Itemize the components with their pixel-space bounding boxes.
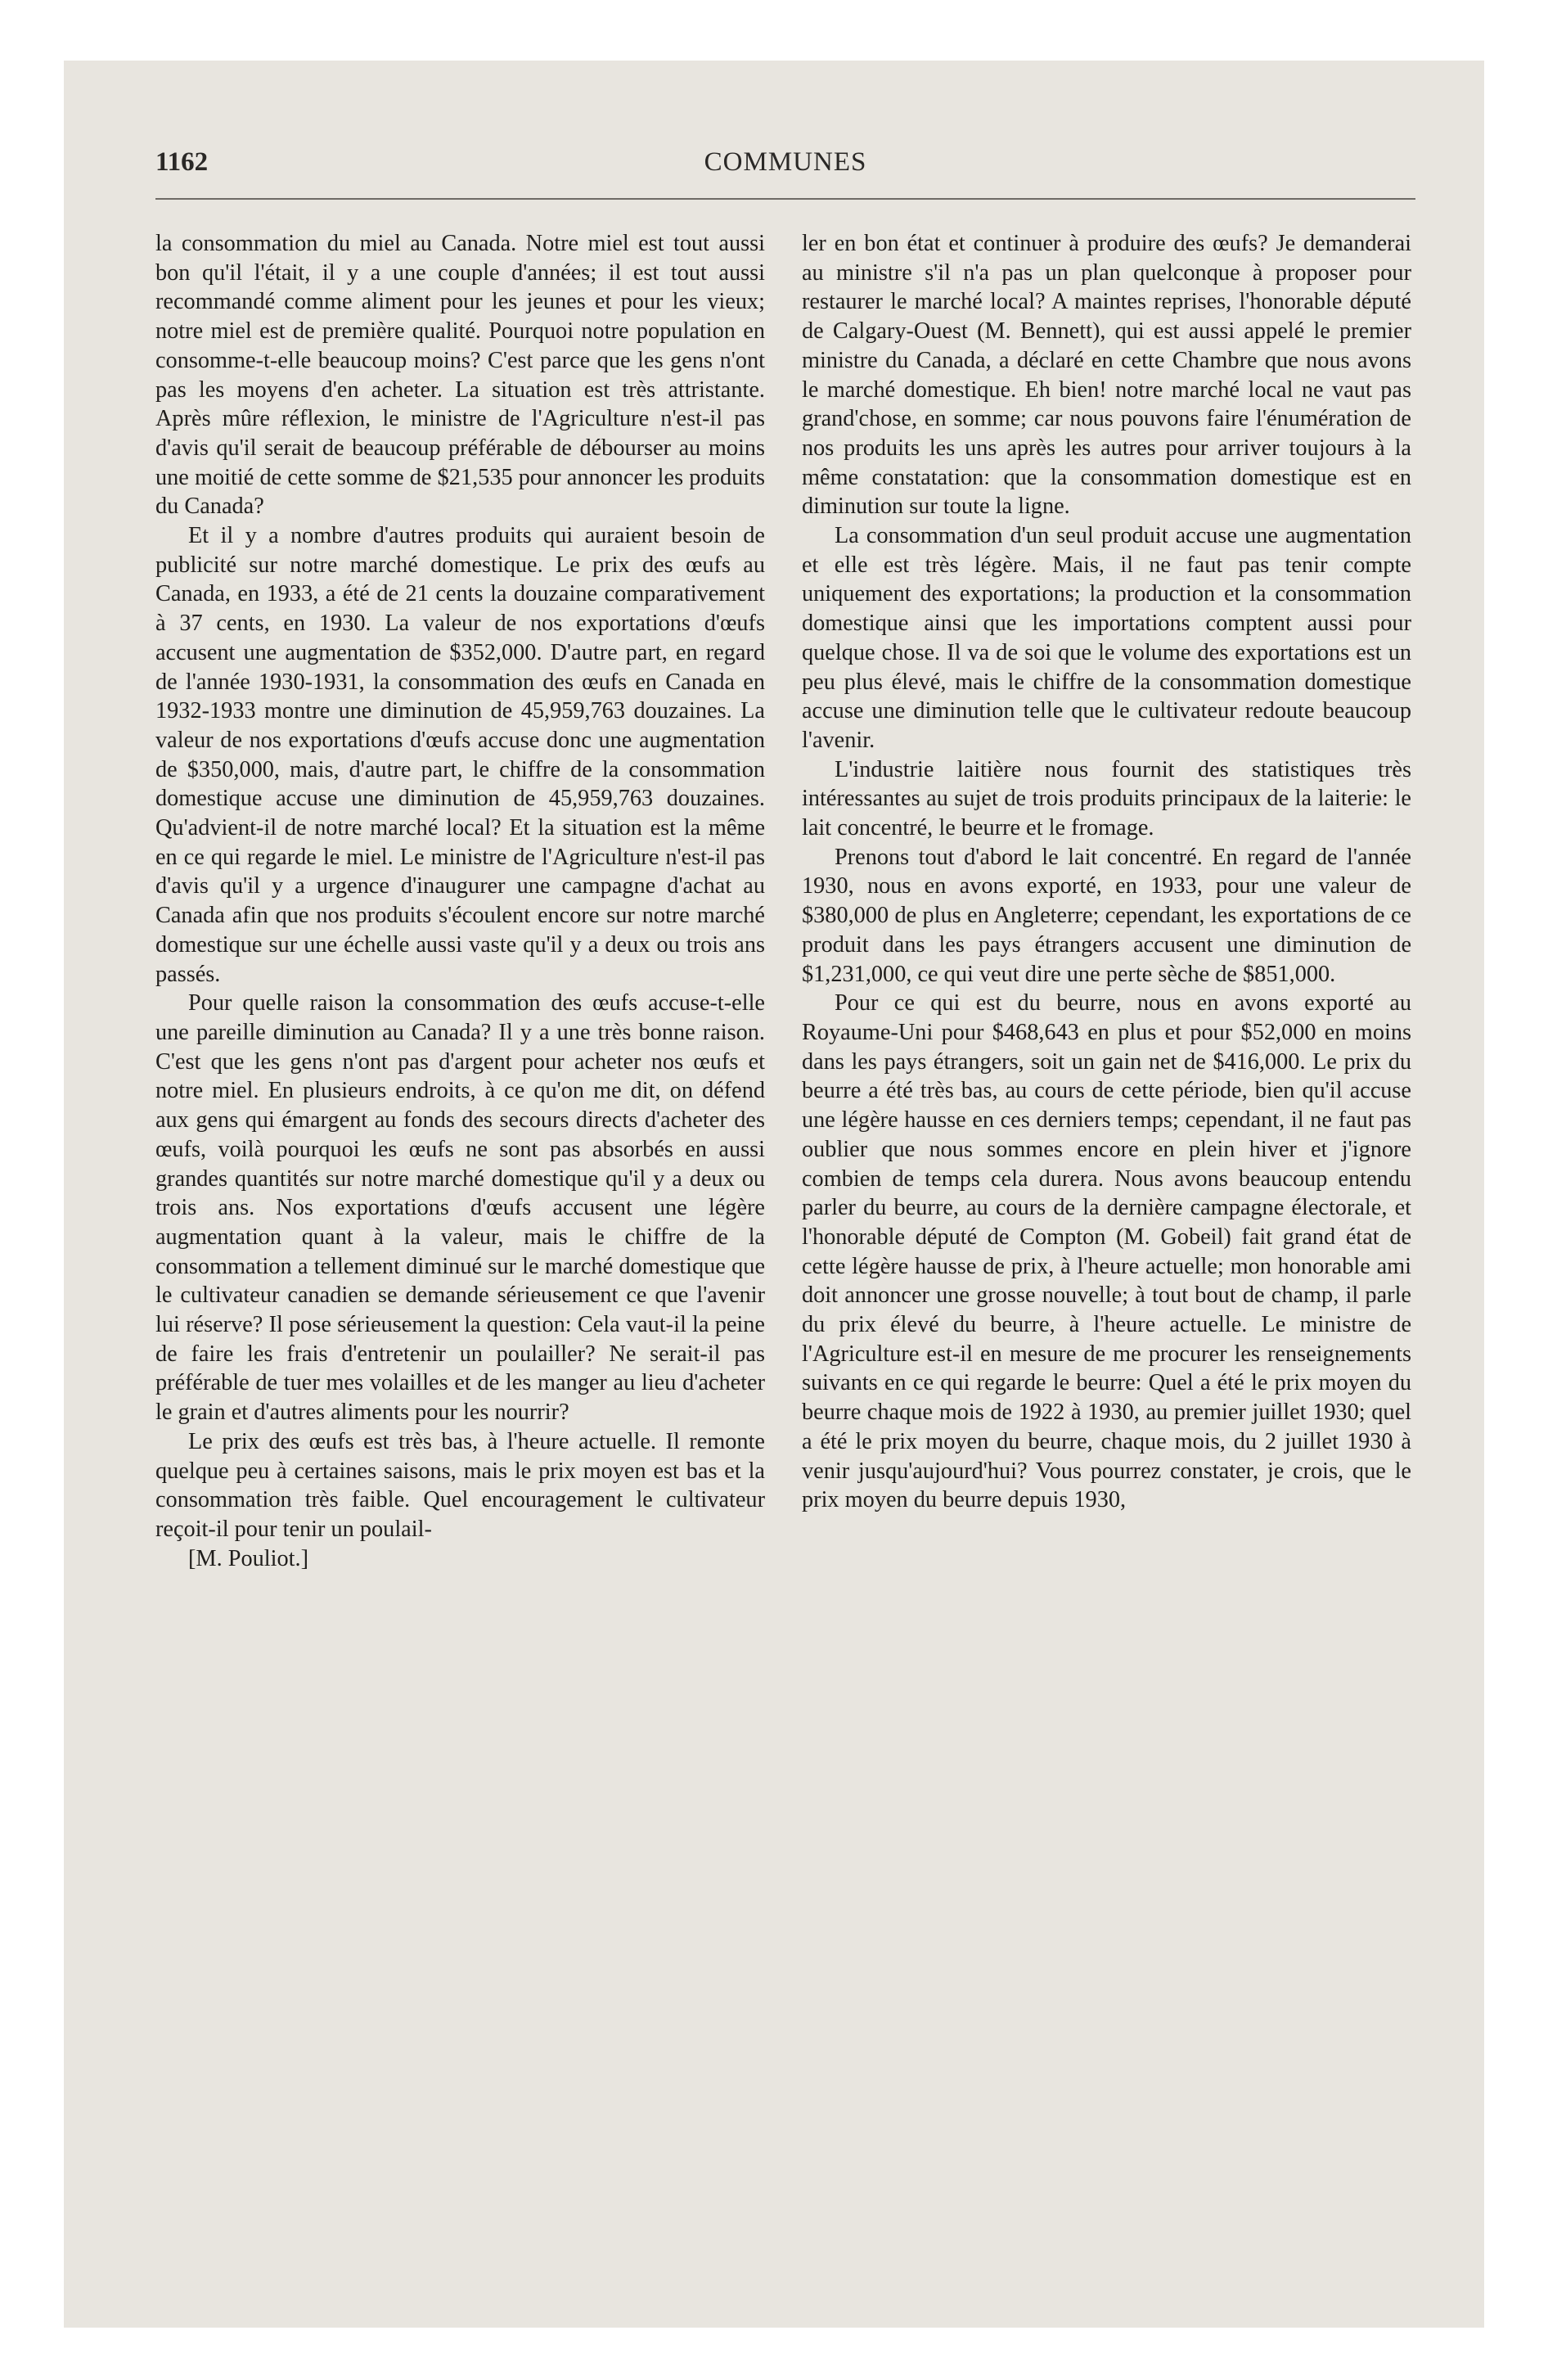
right-paragraph-5: Pour ce qui est du beurre, nous en avons exporté au Royaume-Uni pour $468,643 en plus et pour $52,000 en moins dans les pays étrangers, soit un gain net de $416,000. Le prix du beurre a été très bas, au cours de cette période, bien qu'il accuse une légère hausse en ces derniers temps; cependant, il ne faut pas oublier que nous sommes encore en plein hiver et j'ignore combien de temps cela durera. Nous avons beaucoup entendu parler du beurre, au cours de la dernière campagne électorale, et l'honorable député de Compton (M. Gobeil) fait grand état de cette légère hausse de prix, à l'heure actuelle; mon honorable ami doit annoncer une grosse nouvelle; à tout bout de champ, il parle du prix élevé du beurre, à l'heure actuelle. Le ministre de l'Agriculture est-il en mesure de me procurer les renseignements suivants en ce qui regarde le beurre: Quel a été le prix moyen du beurre chaque mois de 1922 à 1930, au premier juillet 1930; quel a été le prix moyen du beurre, chaque mois, du 2 juillet 1930 à venir jusqu'aujourd'hui? Vous pourrez constater, je crois, que le prix moyen du beurre depuis 1930, [802,990,1411,1513]
left-column [155,229,765,1573]
speaker-attribution: [M. Pouliot.] [188,1545,308,1571]
page-header [155,147,1415,188]
page-number: 1162 [155,147,209,177]
left-paragraph-2: Et il y a nombre d'autres produits qui auraient besoin de publicité sur notre marché domestique. Le prix des œufs au Canada, en 1933, a été de 21 cents la douzaine comparativement à 37 cents, en 1930. La valeur de nos exportations d'œufs accusent une augmentation de $352,000. D'autre part, en regard de l'année 1930-1931, la consommation des œufs en Canada en 1932-1933 montre une diminution de 45,959,763 douzaines. La valeur de nos exportations d'œufs accuse donc une augmentation de $350,000, mais, d'autre part, le chiffre de la consommation domestique accuse une diminution de 45,959,763 douzaines. Qu'advient-il de notre marché local? Et la situation est la même en ce qui regarde le miel. Le ministre de l'Agriculture n'est-il pas d'avis qu'il y a urgence d'inaugurer une campagne d'achat au Canada afin que nos produits s'écoulent encore sur notre marché domestique sur une échelle aussi vaste qu'il y a deux ou trois ans passés. [155,523,765,987]
left-paragraph-3: Pour quelle raison la consommation des œufs accuse-t-elle une pareille diminution au Canada? Il y a une très bonne raison. C'est que les gens n'ont pas d'argent pour acheter nos œufs et notre miel. En plusieurs endroits, à ce qu'on me dit, on défend aux gens qui émargent au fonds des secours directs d'acheter des œufs, voilà pourquoi les œufs ne sont pas absorbés en aussi grandes quantités sur notre marché domestique qu'il y a deux ou trois ans. Nos exportations d'œufs accusent une légère augmentation quant à la valeur, mais le chiffre de la consommation a tellement diminué sur le marché domestique que le cultivateur canadien se demande sérieusement ce que l'avenir lui réserve? Il pose sérieusement la question: Cela vaut-il la peine de faire les frais d'entretenir un poulailler? Ne serait-il pas préférable de tuer mes volailles et de les manger au lieu d'acheter le grain et d'autres aliments pour les nourrir? [155,990,765,1426]
right-paragraph-4: Prenons tout d'abord le lait concentré. En regard de l'année 1930, nous en avons exporté, en 1933, pour une valeur de $380,000 de plus en Angleterre; cependant, les exportations de ce produit dans les pays étrangers accusent une diminution de $1,231,000, ce qui veut dire une perte sèche de $851,000. [802,844,1411,987]
running-head: COMMUNES [704,147,867,177]
left-paragraph-1: la consommation du miel au Canada. Notre miel est tout aussi bon qu'il l'était, il y a une couple d'années; il est tout aussi recommandé comme aliment pour les jeunes et pour les vieux; notre miel est de première qualité. Pourquoi notre population en consomme-t-elle beaucoup moins? C'est parce que les gens n'ont pas les moyens d'en acheter. La situation est très attristante. Après mûre réflexion, le ministre de l'Agriculture n'est-il pas d'avis qu'il serait de beaucoup préférable de débourser au moins une moitié de cette somme de $21,535 pour annoncer les produits du Canada? [155,231,765,520]
right-paragraph-1: ler en bon état et continuer à produire des œufs? Je demanderai au ministre s'il n'a pas un plan quelconque à proposer pour restaurer le marché local? A maintes reprises, l'honorable député de Calgary-Ouest (M. Bennett), qui est aussi appelé le premier ministre du Canada, a déclaré en cette Chambre que nous avons le marché domestique. Eh bien! notre marché local ne vaut pas grand'chose, en somme; car nous pouvons faire l'énumération de nos produits les uns après les autres pour arriver toujours à la même constatation: que la consommation domestique est en diminution sur toute la ligne. [802,231,1411,520]
right-column [802,229,1411,1515]
right-paragraph-3: L'industrie laitière nous fournit des statistiques très intéressantes au sujet de trois produits principaux de la laiterie: le lait concentré, le beurre et le fromage. [802,756,1411,841]
right-paragraph-2: La consommation d'un seul produit accuse une augmentation et elle est très légère. Mais, il ne faut pas tenir compte uniquement des exportations; la production et la consommation domestique ainsi que les importations comptent aussi pour quelque chose. Il va de soi que le volume des exportations est un peu plus élevé, mais le chiffre de la consommation domestique accuse une diminution telle que le cultivateur redoute beaucoup l'avenir. [802,523,1411,753]
header-rule [155,198,1415,200]
left-paragraph-4: Le prix des œufs est très bas, à l'heure actuelle. Il remonte quelque peu à certaines saisons, mais le prix moyen est bas et la consommation très faible. Quel encouragement le cultivateur reçoit-il pour tenir un poulail- [155,1428,765,1542]
